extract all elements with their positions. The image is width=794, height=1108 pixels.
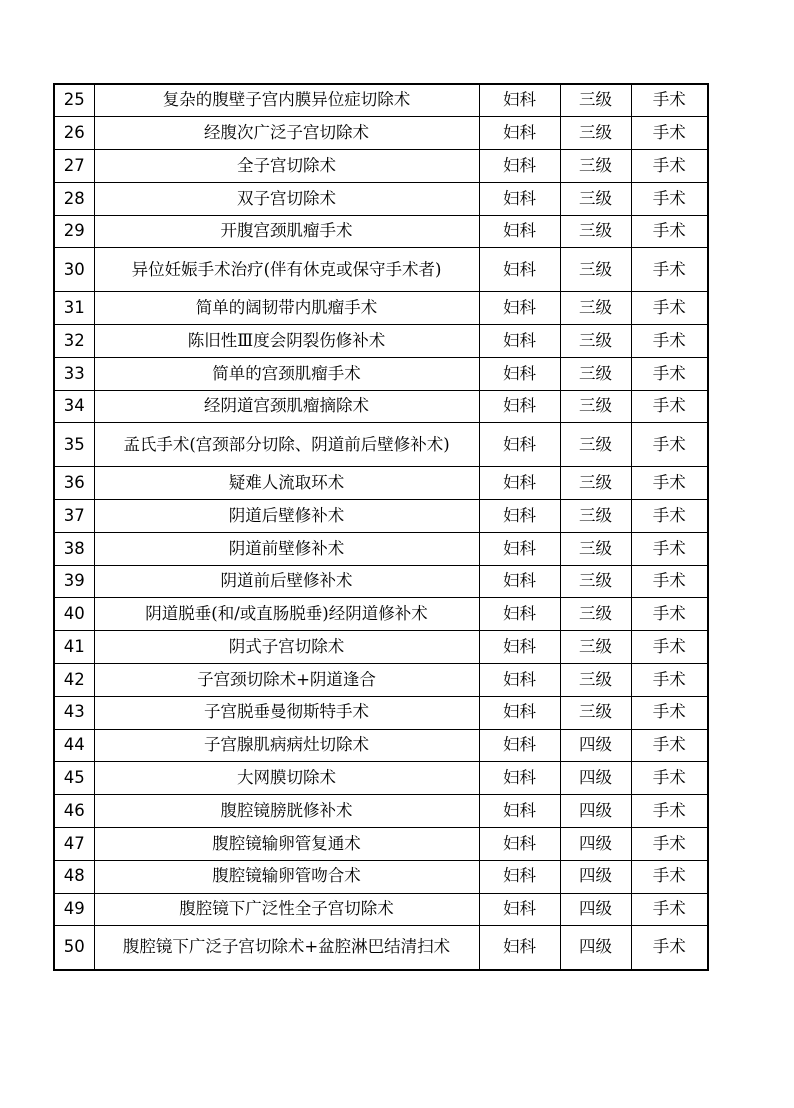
surgery-level: 三级 [560, 150, 631, 183]
row-number: 25 [54, 84, 94, 117]
procedure-type: 手术 [631, 762, 708, 795]
procedure-name: 阴道后壁修补术 [94, 500, 479, 533]
surgery-level: 三级 [560, 390, 631, 423]
department: 妇科 [479, 828, 560, 861]
department: 妇科 [479, 664, 560, 697]
procedure-table [53, 83, 709, 971]
surgery-level: 三级 [560, 423, 631, 467]
procedure-name: 孟氏手术(宫颈部分切除、阴道前后壁修补术) [94, 423, 479, 467]
procedure-type: 手术 [631, 860, 708, 893]
surgery-level: 四级 [560, 729, 631, 762]
table-row [54, 467, 708, 500]
procedure-name: 经阴道宫颈肌瘤摘除术 [94, 390, 479, 423]
procedure-name: 经腹次广泛子宫切除术 [94, 117, 479, 150]
surgery-level: 三级 [560, 500, 631, 533]
table-row [54, 500, 708, 533]
row-number: 29 [54, 215, 94, 248]
surgery-level: 四级 [560, 762, 631, 795]
department: 妇科 [479, 150, 560, 183]
row-number: 43 [54, 696, 94, 729]
department: 妇科 [479, 84, 560, 117]
department: 妇科 [479, 926, 560, 970]
surgery-level: 三级 [560, 117, 631, 150]
department: 妇科 [479, 631, 560, 664]
department: 妇科 [479, 215, 560, 248]
row-number: 31 [54, 292, 94, 325]
department: 妇科 [479, 729, 560, 762]
row-number: 28 [54, 182, 94, 215]
procedure-name: 腹腔镜下广泛子宫切除术+盆腔淋巴结清扫术 [94, 926, 479, 970]
procedure-name: 简单的宫颈肌瘤手术 [94, 357, 479, 390]
procedure-name: 腹腔镜下广泛性全子宫切除术 [94, 893, 479, 926]
procedure-type: 手术 [631, 423, 708, 467]
procedure-type: 手术 [631, 500, 708, 533]
department: 妇科 [479, 565, 560, 598]
procedure-name: 子宫颈切除术+阴道逢合 [94, 664, 479, 697]
department: 妇科 [479, 325, 560, 358]
surgery-level: 三级 [560, 182, 631, 215]
procedure-type: 手术 [631, 696, 708, 729]
department: 妇科 [479, 500, 560, 533]
procedure-type: 手术 [631, 292, 708, 325]
department: 妇科 [479, 357, 560, 390]
table-row [54, 860, 708, 893]
surgery-level: 三级 [560, 532, 631, 565]
procedure-name: 开腹宫颈肌瘤手术 [94, 215, 479, 248]
surgery-level: 三级 [560, 631, 631, 664]
procedure-name: 简单的阔韧带内肌瘤手术 [94, 292, 479, 325]
surgery-level: 三级 [560, 664, 631, 697]
table-row [54, 423, 708, 467]
table-row [54, 631, 708, 664]
surgery-level: 三级 [560, 248, 631, 292]
row-number: 49 [54, 893, 94, 926]
table-row [54, 598, 708, 631]
department: 妇科 [479, 598, 560, 631]
procedure-name: 阴道前后壁修补术 [94, 565, 479, 598]
department: 妇科 [479, 390, 560, 423]
surgery-level: 三级 [560, 325, 631, 358]
surgery-level: 四级 [560, 926, 631, 970]
procedure-type: 手术 [631, 248, 708, 292]
procedure-name: 双子宫切除术 [94, 182, 479, 215]
department: 妇科 [479, 467, 560, 500]
row-number: 45 [54, 762, 94, 795]
procedure-type: 手术 [631, 215, 708, 248]
row-number: 37 [54, 500, 94, 533]
procedure-table-body [54, 84, 708, 970]
procedure-type: 手术 [631, 325, 708, 358]
department: 妇科 [479, 182, 560, 215]
row-number: 33 [54, 357, 94, 390]
row-number: 47 [54, 828, 94, 861]
procedure-type: 手术 [631, 729, 708, 762]
department: 妇科 [479, 423, 560, 467]
procedure-type: 手术 [631, 532, 708, 565]
department: 妇科 [479, 860, 560, 893]
procedure-name: 大网膜切除术 [94, 762, 479, 795]
table-row [54, 357, 708, 390]
procedure-type: 手术 [631, 150, 708, 183]
procedure-type: 手术 [631, 828, 708, 861]
row-number: 34 [54, 390, 94, 423]
surgery-level: 三级 [560, 598, 631, 631]
procedure-type: 手术 [631, 926, 708, 970]
procedure-type: 手术 [631, 893, 708, 926]
department: 妇科 [479, 292, 560, 325]
surgery-level: 三级 [560, 696, 631, 729]
surgery-level: 三级 [560, 565, 631, 598]
department: 妇科 [479, 248, 560, 292]
procedure-type: 手术 [631, 664, 708, 697]
department: 妇科 [479, 893, 560, 926]
row-number: 26 [54, 117, 94, 150]
surgery-level: 三级 [560, 84, 631, 117]
table-row [54, 565, 708, 598]
row-number: 46 [54, 795, 94, 828]
department: 妇科 [479, 795, 560, 828]
row-number: 40 [54, 598, 94, 631]
table-row [54, 795, 708, 828]
row-number: 27 [54, 150, 94, 183]
row-number: 30 [54, 248, 94, 292]
surgery-level: 三级 [560, 215, 631, 248]
surgery-level: 三级 [560, 292, 631, 325]
table-row [54, 292, 708, 325]
table-row [54, 696, 708, 729]
table-row [54, 926, 708, 970]
table-row [54, 532, 708, 565]
procedure-name: 复杂的腹壁子宫内膜异位症切除术 [94, 84, 479, 117]
row-number: 36 [54, 467, 94, 500]
table-row [54, 828, 708, 861]
procedure-type: 手术 [631, 565, 708, 598]
procedure-name: 阴道前壁修补术 [94, 532, 479, 565]
surgery-level: 四级 [560, 795, 631, 828]
table-row [54, 893, 708, 926]
row-number: 50 [54, 926, 94, 970]
table-row [54, 150, 708, 183]
surgery-level: 四级 [560, 893, 631, 926]
procedure-name: 子宫脱垂曼彻斯特手术 [94, 696, 479, 729]
procedure-type: 手术 [631, 467, 708, 500]
procedure-type: 手术 [631, 182, 708, 215]
procedure-name: 异位妊娠手术治疗(伴有休克或保守手术者) [94, 248, 479, 292]
table-row [54, 117, 708, 150]
table-row [54, 215, 708, 248]
surgery-level: 三级 [560, 357, 631, 390]
procedure-type: 手术 [631, 631, 708, 664]
procedure-type: 手术 [631, 84, 708, 117]
procedure-type: 手术 [631, 795, 708, 828]
row-number: 32 [54, 325, 94, 358]
surgery-level: 四级 [560, 828, 631, 861]
table-row [54, 84, 708, 117]
procedure-name: 腹腔镜输卵管复通术 [94, 828, 479, 861]
procedure-name: 疑难人流取环术 [94, 467, 479, 500]
row-number: 39 [54, 565, 94, 598]
procedure-name: 腹腔镜输卵管吻合术 [94, 860, 479, 893]
department: 妇科 [479, 532, 560, 565]
procedure-name: 子宫腺肌病病灶切除术 [94, 729, 479, 762]
department: 妇科 [479, 696, 560, 729]
table-row [54, 664, 708, 697]
row-number: 38 [54, 532, 94, 565]
procedure-name: 陈旧性Ⅲ度会阴裂伤修补术 [94, 325, 479, 358]
table-row [54, 248, 708, 292]
procedure-name: 全子宫切除术 [94, 150, 479, 183]
row-number: 44 [54, 729, 94, 762]
table-row [54, 182, 708, 215]
table-row [54, 729, 708, 762]
department: 妇科 [479, 762, 560, 795]
procedure-name: 阴式子宫切除术 [94, 631, 479, 664]
surgery-level: 四级 [560, 860, 631, 893]
procedure-type: 手术 [631, 117, 708, 150]
row-number: 48 [54, 860, 94, 893]
procedure-type: 手术 [631, 390, 708, 423]
table-row [54, 762, 708, 795]
procedure-type: 手术 [631, 357, 708, 390]
row-number: 35 [54, 423, 94, 467]
procedure-type: 手术 [631, 598, 708, 631]
table-row [54, 390, 708, 423]
surgery-level: 三级 [560, 467, 631, 500]
department: 妇科 [479, 117, 560, 150]
procedure-name: 阴道脱垂(和/或直肠脱垂)经阴道修补术 [94, 598, 479, 631]
row-number: 41 [54, 631, 94, 664]
row-number: 42 [54, 664, 94, 697]
table-row [54, 325, 708, 358]
procedure-name: 腹腔镜膀胱修补术 [94, 795, 479, 828]
